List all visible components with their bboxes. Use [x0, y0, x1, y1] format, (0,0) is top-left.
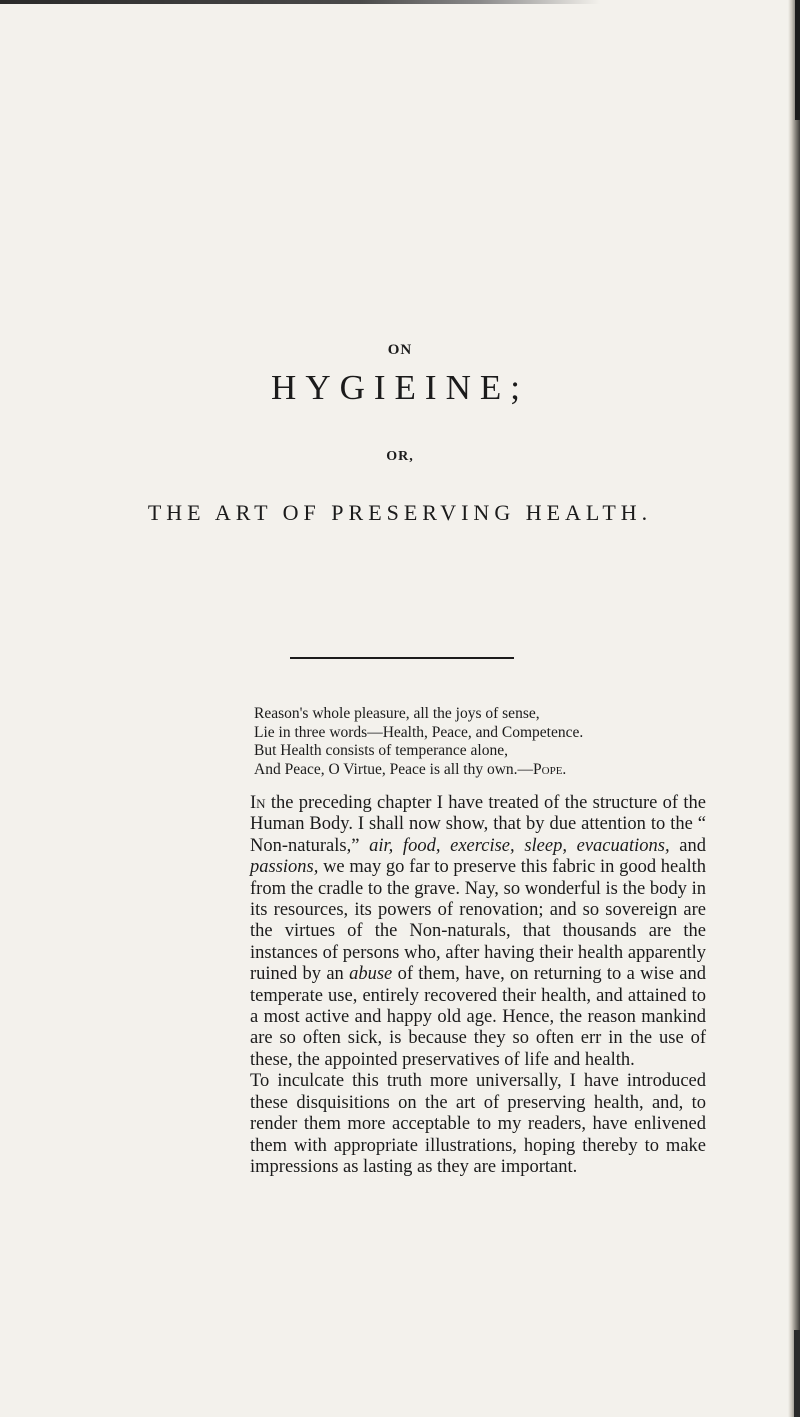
paragraph-text: of them, have, on returning to a wise and temperate use, entirely recovered their health, and attained to a most active and happy old age. Hence, the reason mankind are so often sick, is because they so often err in the use of these, the appointed preservatives of life and health. [250, 964, 707, 1070]
paragraph-text: and [669, 835, 706, 856]
paragraph-italic: air, food, exercise, sleep, evacuations, [369, 835, 670, 856]
paragraph-italic: passions, [250, 857, 319, 878]
epigraph-author: Pope. [533, 760, 567, 778]
paragraph-dropcap: In [250, 793, 266, 813]
heading-on: ON [387, 342, 413, 358]
epigraph-line-text: And Peace, O Virtue, Peace is all thy own.— [254, 760, 534, 778]
body-text [250, 793, 706, 1178]
paragraph [250, 793, 706, 1071]
scan-edge-right [788, 0, 800, 1417]
title-rule-divider [290, 657, 514, 659]
scan-edge-right-shadow-bottom [794, 1330, 800, 1417]
scan-edge-right-shadow [795, 0, 800, 120]
epigraph-line: Lie in three words—Health, Peace, and Competence. [254, 723, 584, 741]
paragraph-italic: abuse [349, 964, 393, 985]
epigraph-line: But Health consists of temperance alone, [254, 742, 508, 759]
epigraph-line [254, 761, 714, 780]
scan-edge-top [0, 0, 800, 4]
paragraph-text: the preceding chapter I have treated of the structure of the Human Body. I shall now show, that by due attention to the “ Non-naturals,” [250, 793, 706, 856]
epigraph-line: Reason's whole pleasure, all the joys of sense, [254, 705, 540, 722]
epigraph [254, 705, 714, 779]
paragraph-text: we may go far to preserve this fabric in good health from the cradle to the grave. Nay, so wonderful is the body in its resources, its powers of renovation; and so sovereign are the virtues of the Non-naturals, that thousands are the instances of persons who, after having their health apparently ruined by an [250, 857, 706, 985]
heading-or: OR, [386, 449, 414, 464]
paragraph: To inculcate this truth more universally, I have introduced these disquisitions on the art of preserving health, and, to render them more acceptable to my readers, have enlivened them with appropriate illustrations, hoping thereby to make impressions as lasting as they are important. [250, 1071, 706, 1177]
page-title: HYGIEINE; [271, 368, 529, 407]
page-subtitle: THE ART OF PRESERVING HEALTH. [147, 500, 653, 525]
